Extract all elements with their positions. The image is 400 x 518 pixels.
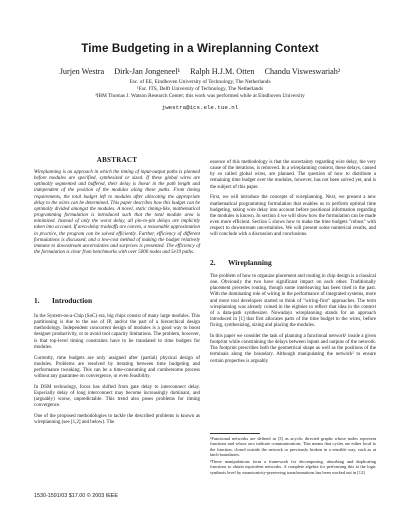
section-number: 1. [34,296,40,305]
paper-title: Time Budgeting in a Wireplanning Context [81,42,319,55]
affiliation: ²IBM Thomas J. Watson Research Center; this work was performed while at Eindhoven University [95,93,305,99]
author-name: Jurjen Westra [59,67,105,76]
author-list [0,67,400,76]
body-paragraph: One of the proposed methodologies to tackle the described problems is known as wireplanning (see [1,2] and below). The [34,413,200,426]
body-paragraph: Currently, time budgets are only assigned after (partial) physical design of modules. Problems are resolved by iterating between time budgeting and performance tweaking. This can be a time-consuming and cumbersome process without any guarantee on convergence, or even feasibility. [34,355,200,379]
author-name: Chandu Visweswariah² [264,67,341,76]
wireplanning-body [210,274,376,369]
author-name: Dirk-Jan Jongeneel¹ [114,67,181,76]
author-name: Ralph H.J.M. Otten [190,67,255,76]
author-email: jwestra@ics.ele.tue.nl [161,104,239,111]
body-paragraph: First, we will introduce the concepts of wireplanning. Next, we present a new mathematical programming formulation that enables us to perform optimal time budgeting, taking wire delay into account before positional information regarding the modules is known. In section 4 we will show how the formulation can be made even more efficient. Section 5 shows how to make the time budgets "robust" with respect to downstream uncertainties. We will present some numerical results, and will conclude with a discussion and conclusions. [210,195,376,238]
introduction-body [34,314,200,431]
section-title: Introduction [52,296,93,305]
abstract-text [34,170,200,261]
abstract-paragraph: Wireplanning is an approach in which the timing of input-output paths is planned before modules are specified, synthesized or sized. If these global wires are optimally segmented and buffered, their delay is linear in the path length and independent of the position of the modules along these paths. From timing requirements, the total budget left to modules after allocating the appropriate delay to the wires can be determined. This paper describes how this budget can be optimally divided amongst the modules. A novel, static timing-like, mathematical programming formulation is introduced such that the total module area is minimized. Instead of only the worst delay, all pin-to-pin delays are implicitly taken into account. If area-delay tradeoffs are convex, a reasonable approximation in practice, the program can be solved efficiently. Further, efficiency of different formulations is discussed, and a low-cost method of making the budget relatively immune to downstream uncertainties and surprises is presented. The efficiency of the formulation is clear from benchmarks with over 5000 nodes and 5e19 paths. [34,170,200,256]
copyright-notice: 1530-1591/03 $17.00 © 2003 IEEE [34,493,118,499]
section-heading-wireplanning [210,258,272,267]
section-title: Wireplanning [228,258,272,267]
introduction-continued [210,160,376,243]
body-paragraph: essence of this methodology is that the uncertainty regarding wire delay, the very cause of the iterations, is removed. In a wireplanning context, these delays, caused by so called global wires, are planned. The question of how to distribute a remaining time budget over the modules, however, has not been solved yet, and is the subject of this paper. [210,160,376,190]
affiliation: Fac. of EE, Eindhoven University of Technology, The Netherlands [129,79,271,85]
body-paragraph: In DSM technology, focus has shifted from gate delay to interconnect delay. Especially delay of long interconnect may become increasingly dominant, and (arguably) worse, unpredictable. This trend also poses problems for timing convergence. [34,384,200,409]
footnote-rule [210,433,260,434]
body-paragraph: In the System-on-a-Chip (SoC) era, big chips consist of many large modules. This partitioning is due to the use of IP, and/or the part of a hierarchical design methodology. Independent concurrent design of modules is a good way to boost designer productivity, or to avoid tool capacity limitations. The problem, however, is that top-level timing constraints have to be translated to time budgets for modules. [34,314,200,350]
footnote: ¹Functional networks are defined in [3] as acyclic directed graphs whose nodes represent functions and whose arcs indicate communications. This means that cycles are either local to the function, closed outside the network or previously broken in a sensible way, such as at latch boundaries. [210,436,376,457]
abstract-heading: ABSTRACT [96,156,138,164]
body-paragraph: The problem of how to organize placement and routing in chip design is a classical one. Obviously the two have significant impact on each other. Traditionally placement precedes routing, though some interleaving has been tried in the past. With the dominating role of wiring in the performance of integrated systems, more and more tool developers started to think of "wiring-first" approaches. The term wireplanning was already coined in the eighties to reflect that idea in the context of a data-path synthesizer. Nowadays wireplanning stands for an approach introduced in [1] that first allocates parts of the time budget to the wires, before fixing, synthesizing, sizing and placing the modules. [210,274,376,329]
affiliation: ¹Fac. ITS, Delft University of Technology, The Netherlands [136,86,264,92]
section-number: 2. [210,258,216,267]
body-paragraph: In this paper we consider the task of planning a functional network¹ inside a given footprint while constraining the delays between inputs and outputs of the network. The footprint prescribes both the geometrical shape as well as the positions of the terminals along the boundary. Although manipulating the network² to ensure certain properties is arguably [210,334,376,364]
section-heading-introduction [34,296,92,305]
footnote: ²These manipulations form a framework for decomposing, absorbing and duplicating functions to obtain equivalent networks. A complete algebra for performing this at the logic synthesis level by monotonicity-preserving transformations has been worked out in [12]. [210,459,376,475]
